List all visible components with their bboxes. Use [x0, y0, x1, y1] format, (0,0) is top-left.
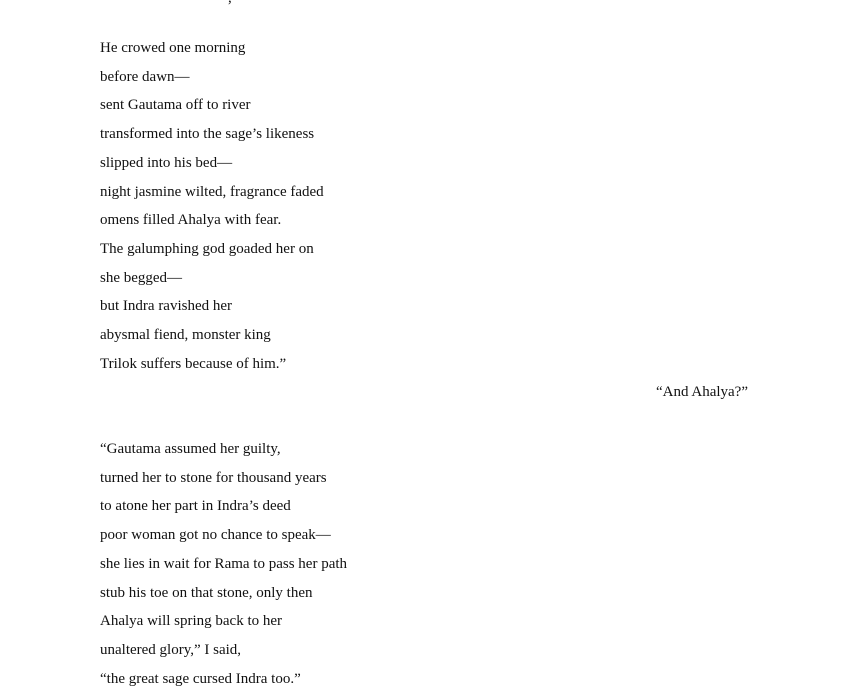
poem-line: poor woman got no chance to speak—	[100, 527, 331, 544]
poem-stanza-1	[100, 34, 324, 378]
poem-line: The galumphing god goaded her on	[100, 240, 314, 257]
top-fragment-text	[228, 0, 232, 6]
poem-line: before dawn—	[100, 68, 190, 85]
poem-stanza-2	[100, 435, 347, 693]
poem-line: unaltered glory,” I said,	[100, 641, 242, 658]
poem-line: omens filled Ahalya with fear.	[100, 212, 282, 229]
poem-line: Ahalya will spring back to her	[100, 613, 283, 630]
poem-line: turned her to stone for thousand years	[100, 469, 327, 486]
poem-line: transformed into the sage’s likeness	[100, 126, 315, 143]
poem-line: but Indra ravished her	[100, 298, 233, 315]
poem-line: she begged—	[100, 269, 183, 286]
poem-line: to atone her part in Indra’s deed	[100, 498, 291, 515]
poem-line: she lies in wait for Rama to pass her path	[100, 555, 348, 572]
poem-line: He crowed one morning	[100, 40, 246, 56]
poem-line: “the great sage cursed Indra too.”	[100, 670, 301, 687]
poem-line: sent Gautama off to river	[100, 97, 251, 114]
poem-line: abysmal fiend, monster king	[100, 327, 271, 344]
poem-line: Trilok suffers because of him.”	[100, 355, 287, 372]
poem-line: slipped into his bed—	[100, 154, 233, 171]
right-aligned-question: “And Ahalya?”	[655, 384, 748, 400]
poem-line: stub his toe on that stone, only then	[100, 584, 313, 601]
poem-line: “Gautama assumed her guilty,	[100, 441, 281, 457]
poem-line: night jasmine wilted, fragrance faded	[100, 183, 324, 200]
